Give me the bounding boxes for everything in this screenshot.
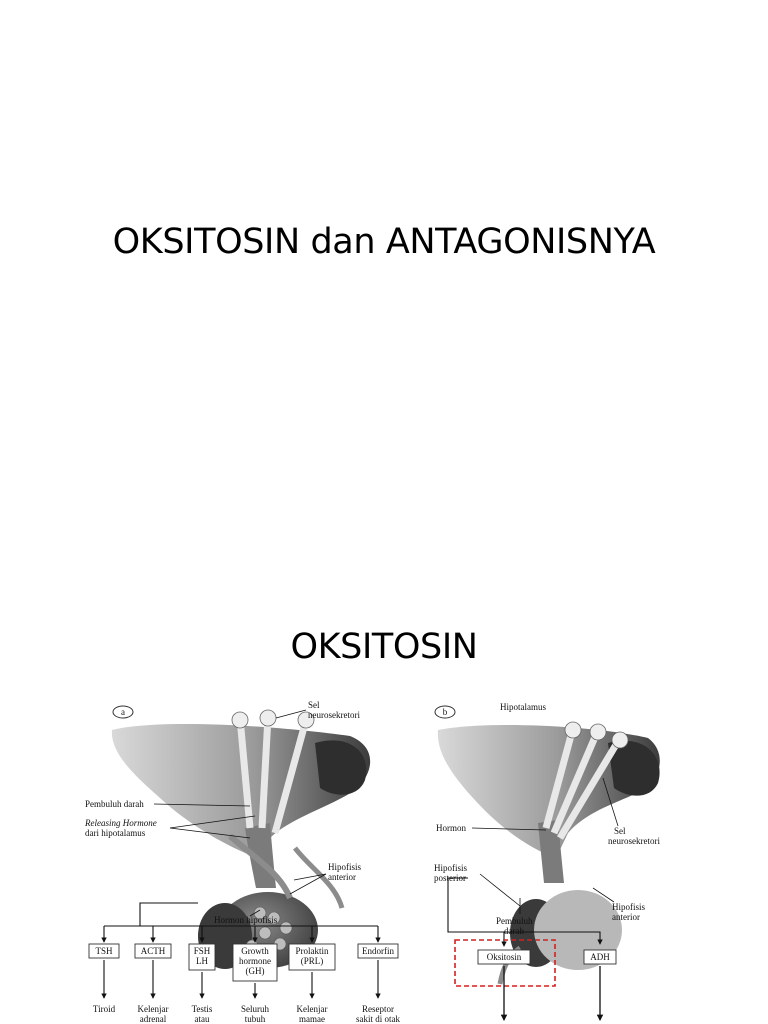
label-anterior: anterior <box>328 872 356 882</box>
target-organ-label: Kelenjar <box>137 1004 169 1014</box>
label-sel: Sel <box>614 826 626 836</box>
target-organ-label: Reseptor <box>362 1004 394 1014</box>
hormone-label: (PRL) <box>300 956 324 966</box>
label-hipotalamus: Hipotalamus <box>500 702 546 712</box>
slide-1-title: OKSITOSIN dan ANTAGONISNYA <box>112 222 656 262</box>
label-anterior: anterior <box>612 912 640 922</box>
label-neurosekretori: neurosekretori <box>308 710 360 720</box>
panel-b-marker: b <box>442 707 448 717</box>
flow-a-trunk <box>140 903 198 926</box>
hormone-label: hormone <box>239 956 271 966</box>
label-posterior: posterior <box>434 873 466 883</box>
target-organ-label: adrenal <box>139 1014 167 1024</box>
label-darah: darah <box>504 926 524 936</box>
label-hipofisis: Hipofisis <box>328 862 362 872</box>
hormone-label: ADH <box>590 952 610 962</box>
hormone-label: LH <box>196 956 208 966</box>
target-organ-label: Tiroid <box>92 1004 116 1014</box>
target-organ-label: Testis <box>191 1004 213 1014</box>
figure-a-anterior-pituitary <box>80 698 420 1024</box>
label-hipofisis: Hipofisis <box>434 863 468 873</box>
label-hormon-hipofisis: Hormon hipofisis <box>214 915 278 925</box>
target-organ-label: tubuh <box>244 1014 266 1024</box>
label-pembuluh: Pembuluh <box>496 916 533 926</box>
hormone-label: FSH <box>193 946 211 956</box>
target-organ-label: Seluruh <box>241 1004 269 1014</box>
figure-b-posterior-pituitary <box>428 698 678 1024</box>
hormone-label: Endorfin <box>362 946 394 956</box>
hormone-label: Oksitosin <box>486 952 522 962</box>
label-hormon: Hormon <box>436 823 466 833</box>
hormone-label: Growth <box>241 946 269 956</box>
label-pembuluh-darah: Pembuluh darah <box>85 799 144 809</box>
panel-a-marker: a <box>121 707 125 717</box>
hormone-label: Prolaktin <box>295 946 329 956</box>
slide-2 <box>0 580 768 1024</box>
label-hipofisis-ant: Hipofisis <box>612 902 646 912</box>
label-neurosekretori: neurosekretori <box>608 836 660 846</box>
target-organ-label: atau <box>194 1014 210 1024</box>
hormone-label: TSH <box>95 946 113 956</box>
slide-2-title: OKSITOSIN <box>290 627 478 667</box>
target-organ-label: Kelenjar <box>296 1004 328 1014</box>
target-organ-label: mamae <box>299 1014 325 1024</box>
hormone-label: ACTH <box>140 946 166 956</box>
hormone-label: (GH) <box>245 966 265 976</box>
label-releasing-hormone: Releasing Hormone <box>85 818 157 828</box>
label-dari-hipotalamus: dari hipotalamus <box>85 828 146 838</box>
label-sel: Sel <box>308 700 320 710</box>
target-organ-label: sakit di otak <box>356 1014 400 1024</box>
